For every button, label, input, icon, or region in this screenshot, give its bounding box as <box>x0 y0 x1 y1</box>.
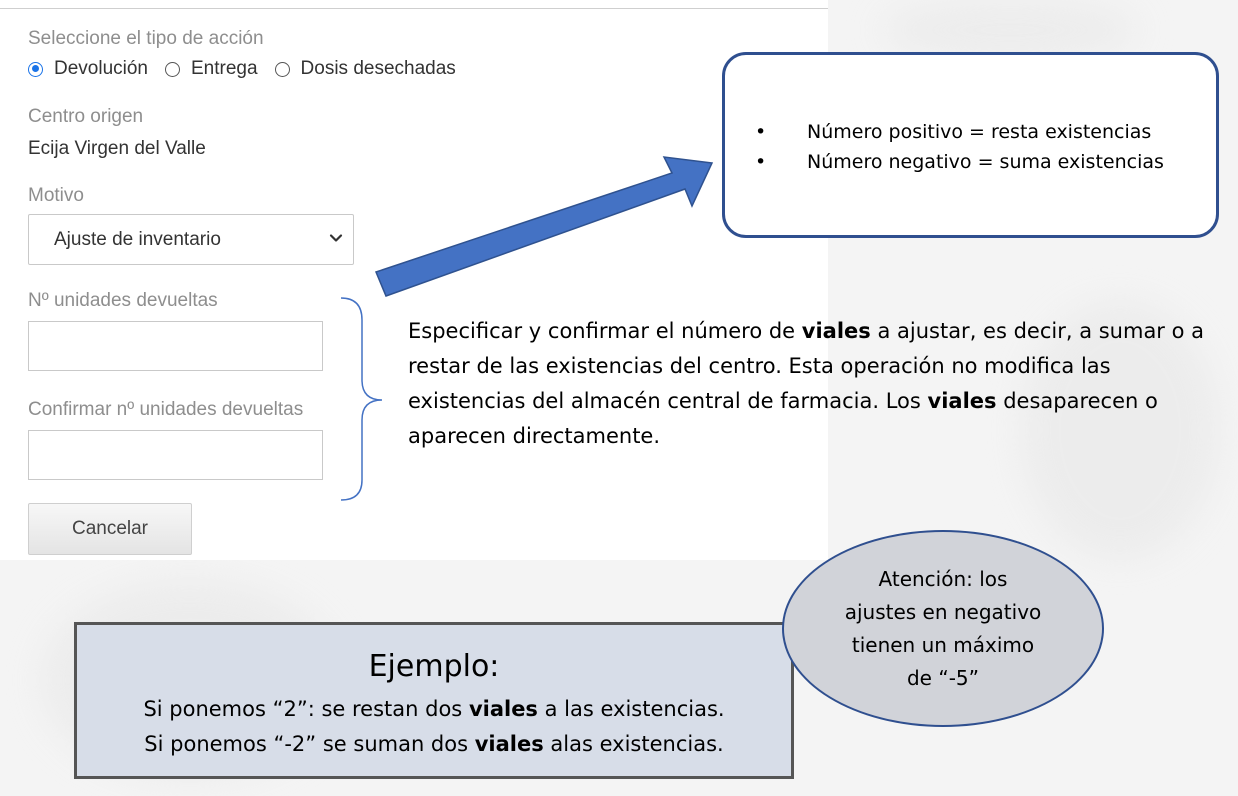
example-bold: viales <box>468 697 538 721</box>
reason-select-value: Ajuste de inventario <box>54 228 221 250</box>
example-box <box>74 622 794 779</box>
attention-ellipse <box>782 530 1104 727</box>
pointer-arrow <box>376 157 712 296</box>
callout-bullet-negative <box>755 151 1164 173</box>
example-text: Si ponemos “2”: se restan dos <box>143 697 469 721</box>
callout-bullet-text: Número negativo = suma existencias <box>807 151 1164 173</box>
origin-value: Ecija Virgen del Valle <box>28 138 206 159</box>
explanation-part: Especificar y confirmar el número de <box>408 319 802 343</box>
attention-text: Atención: los ajustes en negativo tienen un máximo de “-5” <box>844 566 1042 690</box>
radio-dosis-desechadas-label[interactable]: Dosis desechadas <box>300 58 456 79</box>
origin-label: Centro origen <box>28 106 144 127</box>
callout-bullet-positive <box>755 121 1151 143</box>
cancel-button[interactable]: Cancelar <box>28 503 192 555</box>
example-line <box>77 732 791 756</box>
example-line <box>77 697 791 721</box>
action-type-label: Seleccione el tipo de acción <box>28 28 264 49</box>
radio-entrega-label[interactable]: Entrega <box>191 58 258 79</box>
units-label: Nº unidades devueltas <box>28 290 218 311</box>
example-title: Ejemplo: <box>368 649 500 684</box>
example-text: alas existencias. <box>543 732 724 756</box>
right-brace <box>341 298 382 500</box>
explanation-text <box>408 314 1208 454</box>
explanation-part: desaparecen o aparecen directamente. <box>408 389 1158 448</box>
bullet-icon: • <box>755 121 767 143</box>
reason-label: Motivo <box>28 185 84 206</box>
explanation-part: a ajustar, es decir, a sumar o a restar de las existencias del centro. Esta operación no modifica las existencias del almacén central de farmacia. Los <box>408 319 1205 413</box>
sign-rule-callout <box>722 52 1219 238</box>
example-text: Si ponemos “-2” se suman dos <box>144 732 475 756</box>
explanation-bold: viales <box>927 389 997 413</box>
bullet-icon: • <box>755 151 767 173</box>
example-text: a las existencias. <box>537 697 725 721</box>
example-bold: viales <box>474 732 544 756</box>
confirm-units-label: Confirmar nº unidades devueltas <box>28 399 304 420</box>
callout-bullet-text: Número positivo = resta existencias <box>807 121 1152 143</box>
explanation-bold: viales <box>801 319 871 343</box>
radio-devolucion-label[interactable]: Devolución <box>54 58 148 79</box>
